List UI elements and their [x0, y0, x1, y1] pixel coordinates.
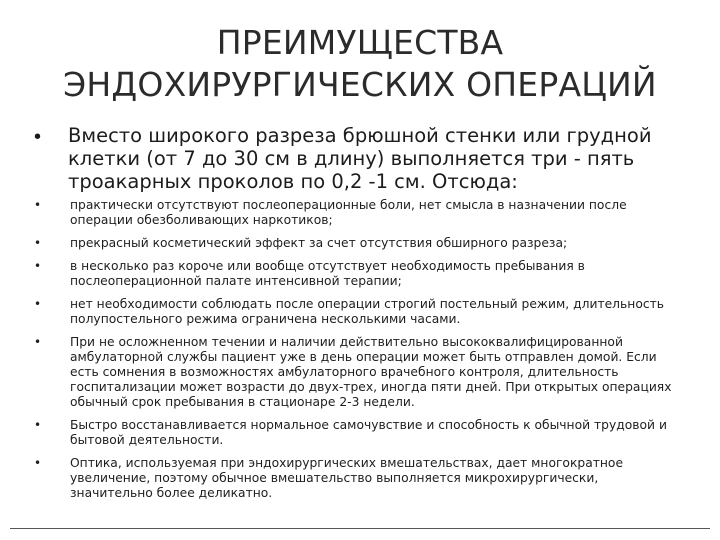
list-item-text: в несколько раз короче или вообще отсутствует необходимость пребывания в послеоперационной палате интенсивной терапии;: [70, 259, 585, 288]
list-item-text: Оптика, используемая при эндохирургических вмешательствах, дает многократное увеличение, поэтому обычное вмешательство выполняется микрохирургически, значительно более деликатно.: [70, 456, 624, 500]
bullet-icon: •: [34, 418, 42, 432]
benefits-list: [34, 198, 684, 509]
list-item: [34, 418, 684, 448]
lead-paragraph: [34, 124, 674, 193]
bullet-icon: •: [34, 297, 42, 311]
bullet-icon: •: [34, 456, 42, 470]
title-line-1: ПРЕИМУЩЕСТВА: [216, 23, 504, 62]
list-item: [34, 297, 684, 327]
title-line-2: ЭНДОХИРУРГИЧЕСКИХ ОПЕРАЦИЙ: [63, 65, 657, 104]
list-item: [34, 259, 684, 289]
list-item-text: практически отсутствуют послеоперационные боли, нет смысла в назначении после операции обезболивающих наркотиков;: [70, 198, 627, 227]
list-item-text: нет необходимости соблюдать после операции строгий постельный режим, длительность полупостельного режима ограничена несколькими часами.: [70, 297, 665, 326]
list-item-text: При не осложненном течении и наличии действительно высококвалифицированной амбулаторной службы пациент уже в день операции может быть отправлен домой. Если есть сомнения в возможностях амбулаторного врачебного контроля, длительность госпитализации может возрасти до двух-трех, иногда пяти дней. При открытых операциях обычный срок пребывания в стационаре 2-3 недели.: [70, 335, 672, 409]
list-item-text: Быстро восстанавливается нормальное самочувствие и способность к обычной трудовой и бытовой деятельности.: [70, 418, 667, 447]
bullet-icon: •: [34, 259, 42, 273]
bottom-divider: [10, 528, 710, 529]
lead-bullet-icon: •: [34, 126, 42, 148]
bullet-icon: •: [34, 236, 42, 250]
list-item: [34, 198, 684, 228]
list-item: [34, 456, 684, 501]
lead-text: Вместо широкого разреза брюшной стенки или грудной клетки (от 7 до 30 см в длину) выполняется три - пять троакарных проколов по 0,2 -1 см. Отсюда:: [68, 124, 652, 193]
bullet-icon: •: [34, 335, 42, 349]
list-item: [34, 335, 684, 410]
list-item: [34, 236, 684, 251]
slide-title: [20, 22, 700, 106]
bullet-icon: •: [34, 198, 42, 212]
list-item-text: прекрасный косметический эффект за счет отсутствия обширного разреза;: [70, 236, 568, 250]
